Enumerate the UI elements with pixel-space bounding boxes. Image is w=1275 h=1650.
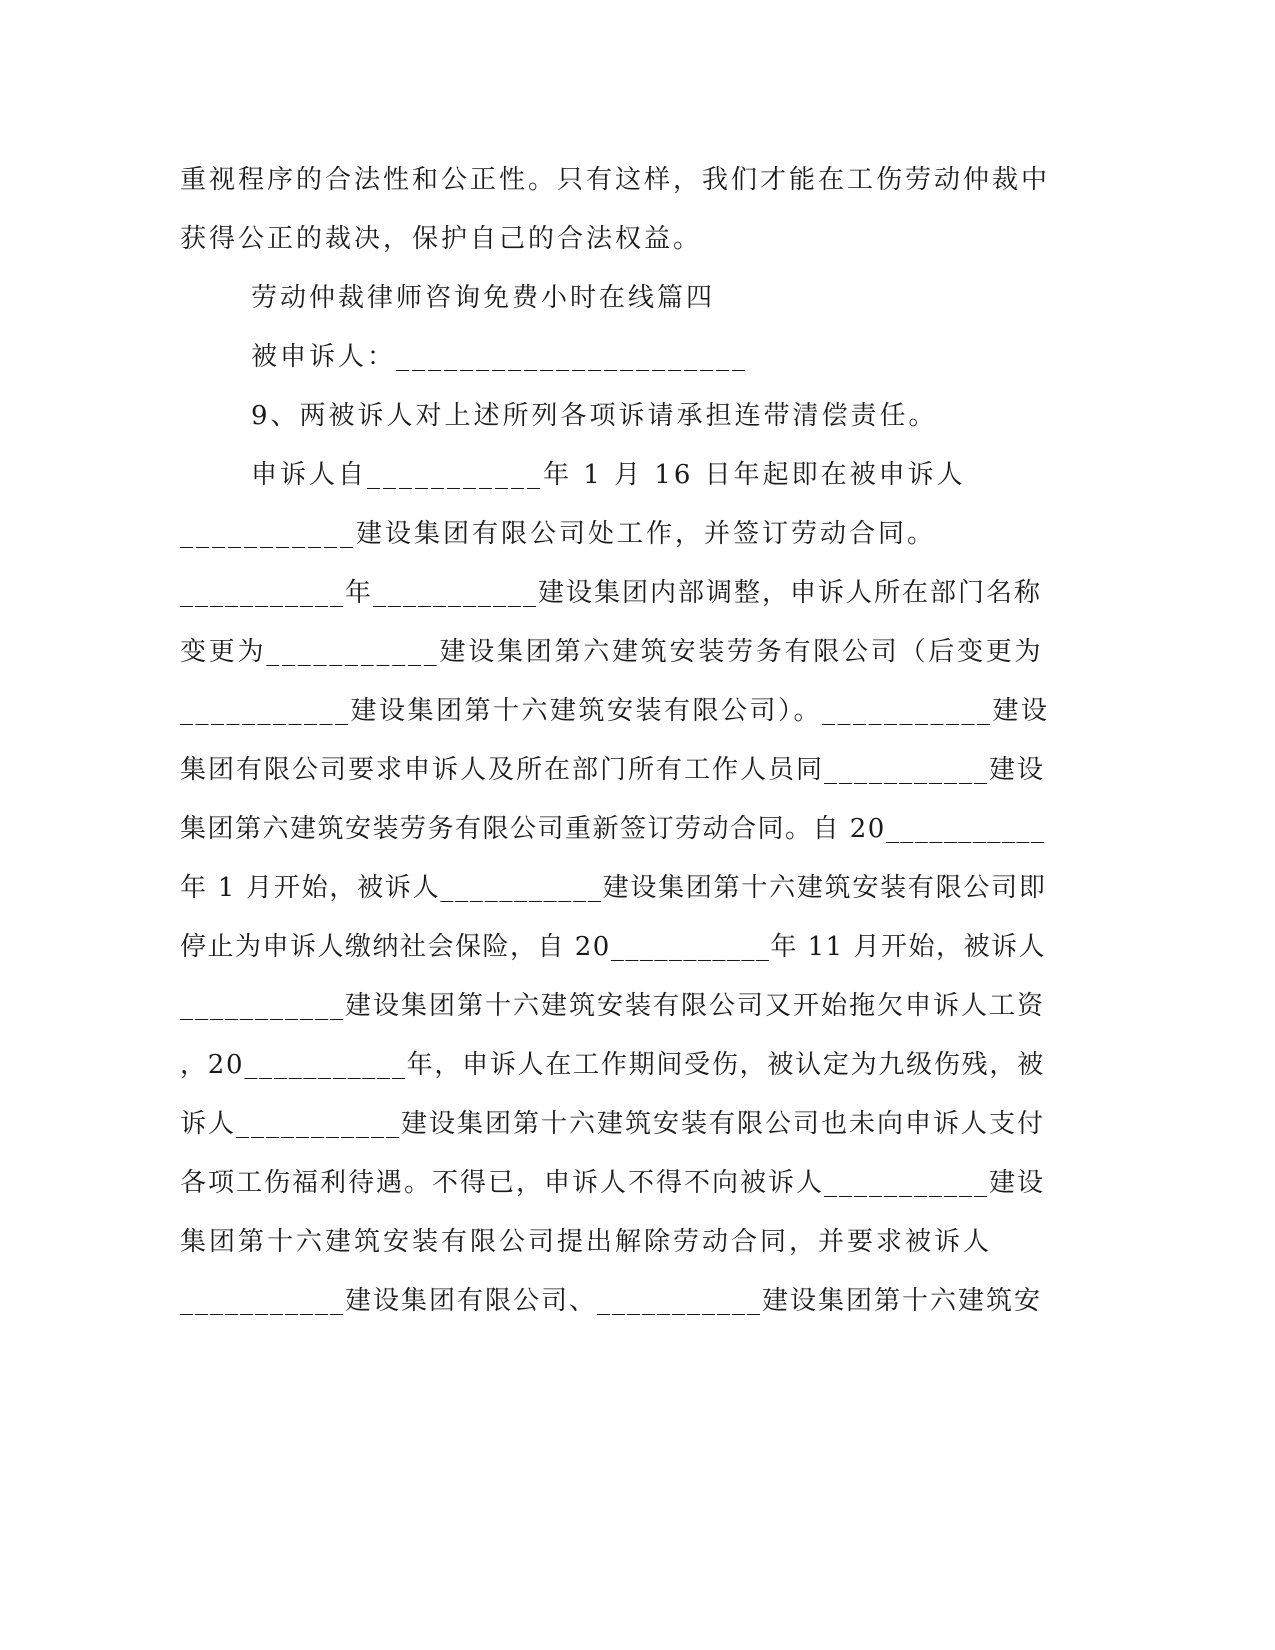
paragraph-line: ___________年___________建设集团内部调整，申诉人所在部门名称 xyxy=(180,578,1043,608)
paragraph-line: ，20___________年，申诉人在工作期间受伤，被认定为九级伤残，被 xyxy=(180,1050,1045,1080)
paragraph-line: 9、两被诉人对上述所列各项诉请承担连带清偿责任。 xyxy=(251,401,938,431)
paragraph-line: ___________建设集团有限公司处工作，并签订劳动合同。 xyxy=(180,519,937,549)
paragraph-line: 各项工伤福利待遇。不得已，申诉人不得不向被诉人___________建设 xyxy=(180,1168,1046,1198)
paragraph-line: 获得公正的裁决，保护自己的合法权益。 xyxy=(180,224,703,254)
paragraph-line: ___________建设集团第十六建筑安装有限公司又开始拖欠申诉人工资 xyxy=(180,991,1046,1021)
paragraph-line: 集团第十六建筑安装有限公司提出解除劳动合同，并要求被诉人 xyxy=(180,1227,993,1257)
paragraph-line: 停止为申诉人缴纳社会保险，自 20___________年 11 月开始，被诉人 xyxy=(180,932,1046,962)
paragraph-line: 诉人___________建设集团第十六建筑安装有限公司也未向申诉人支付 xyxy=(180,1109,1046,1139)
respondent-field: 被申诉人：______________________ xyxy=(251,342,749,372)
paragraph-line: 变更为___________建设集团第六建筑安装劳务有限公司（后变更为 xyxy=(180,637,1044,667)
section-heading: 劳动仲裁律师咨询免费小时在线篇四 xyxy=(251,283,716,313)
paragraph-line: 申诉人自___________年 1 月 16 日年起即在被申诉人 xyxy=(251,460,966,490)
paragraph-line: 集团第六建筑安装劳务有限公司重新签订劳动合同。自 20___________ xyxy=(180,814,1046,844)
paragraph-line: 集团有限公司要求申诉人及所在部门所有工作人员同___________建设 xyxy=(180,755,1046,785)
paragraph-line: ___________建设集团有限公司、___________建设集团第十六建筑安 xyxy=(180,1286,1043,1316)
paragraph-line: ___________建设集团第十六建筑安装有限公司）。___________建设 xyxy=(180,696,1050,726)
paragraph-line: 重视程序的合法性和公正性。只有这样，我们才能在工伤劳动仲裁中 xyxy=(180,165,1051,195)
paragraph-line: 年 1 月开始，被诉人___________建设集团第十六建筑安装有限公司即 xyxy=(180,873,1047,903)
